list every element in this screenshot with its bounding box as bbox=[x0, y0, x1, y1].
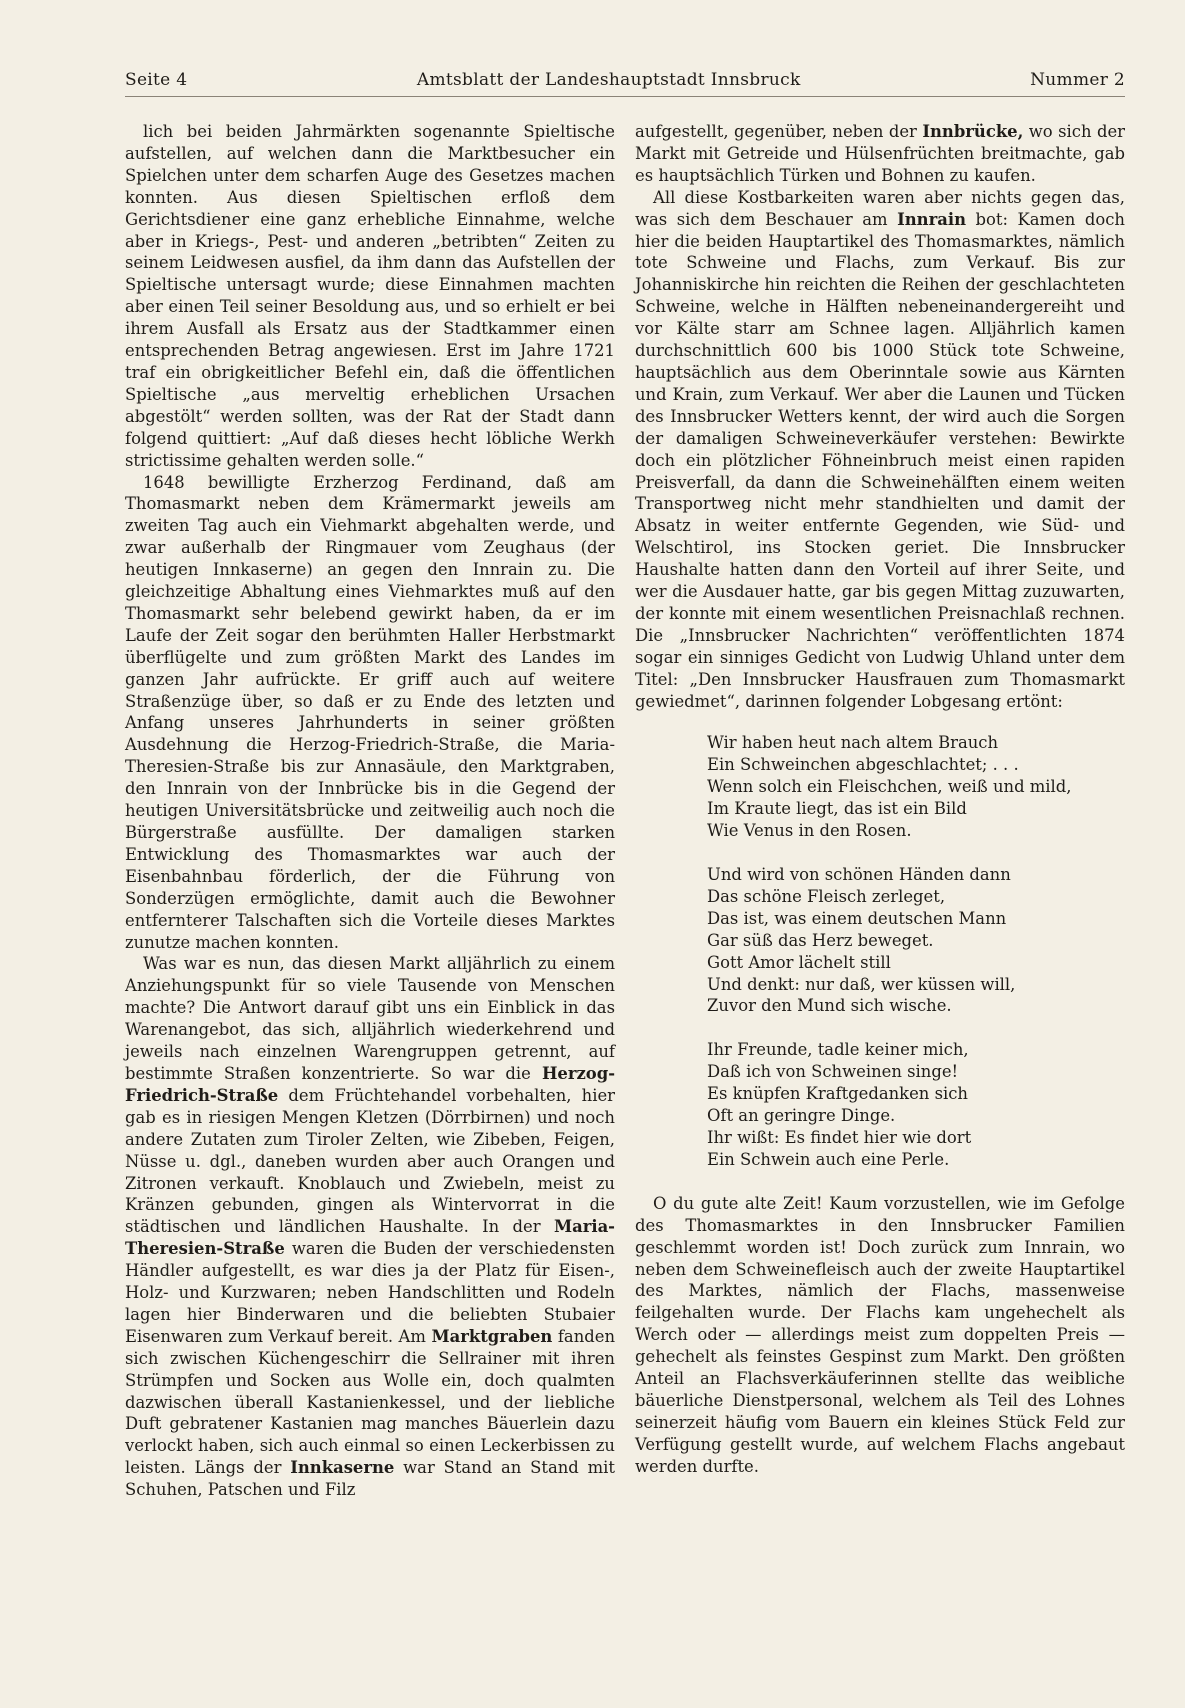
paragraph-text: waren die Buden der verschiedensten Händler aufgestellt, es war dies ja der Platz für Eisen-, Holz- und Kurzwaren; neben Handschlitten und Rodeln lagen hier Binderwaren und die beliebten Stubaier Eisenwaren zum Verkauf bereit. Am bbox=[125, 1239, 615, 1346]
publication-title: Amtsblatt der Landeshauptstadt Innsbruck bbox=[416, 70, 801, 90]
paragraph bbox=[125, 472, 615, 954]
paragraph-text: wo sich der Markt mit Getreide und Hülsenfrüchten breitmachte, gab es hauptsächlich Türken und Bohnen zu kaufen. bbox=[635, 122, 1125, 185]
emphasized-street-name: Marktgraben bbox=[431, 1326, 553, 1346]
poem-line: Ihr wißt: Es findet hier wie dort bbox=[707, 1127, 972, 1147]
paragraph-text: aufgestellt, gegenüber, neben der bbox=[635, 122, 923, 141]
paragraph bbox=[125, 953, 615, 1501]
right-column bbox=[635, 121, 1125, 1501]
paragraph-text: Was war es nun, das diesen Markt alljährlich zu einem Anziehungspunkt für so viele Tausende von Menschen machte? Die Antwort darauf gibt uns ein Einblick in das Warenangebot, das sich, alljährlich wiederkehrend und jeweils nach einzelnen Warengruppen getrennt, auf bestimmte Straßen konzentrierte. So war die bbox=[125, 954, 615, 1083]
poem-stanza bbox=[707, 732, 1125, 842]
right-column-text-top bbox=[635, 121, 1125, 712]
article-body bbox=[125, 121, 1125, 1501]
poem-line: Wie Venus in den Rosen. bbox=[707, 821, 912, 841]
paragraph-text: O du gute alte Zeit! Kaum vorzustellen, wie im Gefolge des Thomasmarktes in den Innsbrucker Familien geschlemmt worden ist! Doch zurück zum Innrain, wo neben dem Schweinefleisch auch der zweite Hauptartikel des Marktes, nämlich der Flachs, massenweise feilgehalten wurde. Der Flachs kam ungehechelt als Werch oder — allerdings meist zum doppelten Preis — gehechelt als feinstes Gespinst zum Markt. Den größten Anteil an Flachsverkäuferinnen stellte das weibliche bäuerliche Dienstpersonal, welchem als Teil des Lohnes seinerzeit häufig vom Bauern ein kleines Stück Feld zur Verfügung gestellt wurde, auf welchem Flachs angebaut werden durfte. bbox=[635, 1193, 1125, 1476]
paragraph bbox=[635, 121, 1125, 187]
paragraph-text: fanden sich zwischen Küchengeschirr die Sellrainer mit ihren Strümpfen und Socken aus Wolle ein, doch qualmten dazwischen überall Kastanienkessel, und der liebliche Duft gebratener Kastanien mag manches Bäuerlein dazu verlockt haben, sich auch einmal so einen Leckerbissen zu leisten. Längs der bbox=[125, 1326, 615, 1478]
poem-line: Das schöne Fleisch zerleget, bbox=[707, 886, 946, 906]
poem-line: Gott Amor lächelt still bbox=[707, 952, 891, 972]
poem-line: Wenn solch ein Fleischchen, weiß und mild, bbox=[707, 777, 1072, 797]
poem-line: Und denkt: nur daß, wer küssen will, bbox=[707, 974, 1016, 994]
emphasized-street-name: Herzog-Friedrich-Straße bbox=[125, 1063, 615, 1105]
page-header bbox=[125, 70, 1125, 97]
issue-number: Nummer 2 bbox=[1030, 70, 1125, 90]
emphasized-street-name: Maria-Theresien-Straße bbox=[125, 1217, 615, 1259]
poem-stanza bbox=[707, 864, 1125, 1017]
poem-line: Es knüpfen Kraftgedanken sich bbox=[707, 1084, 968, 1104]
paragraph bbox=[635, 1193, 1125, 1478]
right-column-text-bottom bbox=[635, 1193, 1125, 1478]
poem-line: Ihr Freunde, tadle keiner mich, bbox=[707, 1040, 969, 1060]
poem-line: Daß ich von Schweinen singe! bbox=[707, 1062, 959, 1082]
poem-line: Im Kraute liegt, das ist ein Bild bbox=[707, 799, 967, 819]
poem-line: Gar süß das Herz beweget. bbox=[707, 930, 934, 950]
left-column bbox=[125, 121, 615, 1501]
page-number: Seite 4 bbox=[125, 70, 188, 90]
paragraph-text: dem Früchtehandel vorbehalten, hier gab es in riesigen Mengen Kletzen (Dörrbirnen) und noch andere Zutaten zum Tiroler Zelten, wie Zibeben, Feigen, Nüsse u. dgl., daneben wurden aber auch Orangen und Zitronen verkauft. Knoblauch und Zwiebeln, meist zu Kränzen gebunden, gingen als Wintervorrat in die städtischen und ländlichen Haushalte. In der bbox=[125, 1085, 615, 1237]
poem-line: Wir haben heut nach altem Brauch bbox=[707, 733, 999, 753]
poem-line: Ein Schwein auch eine Perle. bbox=[707, 1149, 950, 1169]
poem-line: Und wird von schönen Händen dann bbox=[707, 865, 1011, 884]
paragraph bbox=[635, 187, 1125, 713]
paragraph-text: bot: Kamen doch hier die beiden Hauptartikel des Thomasmarktes, nämlich tote Schweine und Flachs, zum Verkauf. Bis zur Johanniskirche hin reichten die Reihen der geschlachteten Schweine, welche in Hälften nebeneinandergereiht und vor Kälte starr am Schnee lagen. Alljährlich kamen durchschnittlich 600 bis 1000 Stück tote Schweine, hauptsächlich aus dem Oberinntale sowie aus Kärnten und Krain, zum Verkauf. Wer aber die Launen und Tücken des Innsbrucker Wetters kennt, der wird auch die Sorgen der damaligen Schweineverkäufer verstehen: Bewirkte doch ein plötzlicher Föhneinbruch meist einen rapiden Preisverfall, da dann die Schweinehälften einem weiten Transportweg nicht mehr standhielten und damit der Absatz in weiter entfernte Gegenden, wie Süd- und Welschtirol, ins Stocken geriet. Die Innsbrucker Haushalte hatten dann den Vorteil auf ihrer Seite, und wer die Ausdauer hatte, gar bis gegen Mittag zuzuwarten, der konnte mit einem wesentlichen Preisnachlaß rechnen. Die „Innsbrucker Nachrichten“ veröffentlichten 1874 sogar ein sinniges Gedicht von Ludwig Uhland unter dem Titel: „Den Innsbrucker Hausfrauen zum Thomasmarkt gewiedmet“, darinnen folgender Lobgesang ertönt: bbox=[635, 209, 1125, 711]
emphasized-street-name: Innbrücke, bbox=[922, 122, 1024, 141]
emphasized-street-name: Innrain bbox=[897, 209, 966, 229]
paragraph-text: lich bei beiden Jahrmärkten sogenannte Spieltische aufstellen, auf welchen dann die Marktbesucher ein Spielchen unter dem scharfen Auge des Gesetzes machen konnten. Aus diesen Spieltischen erfloß dem Gerichtsdiener eine ganz erhebliche Einnahme, welche aber in Kriegs-, Pest- und anderen „betribten“ Zeiten zu seinem Leidwesen ausfiel, da ihm dann das Aufstellen der Spieltische untersagt wurde; diese Einnahmen machten aber einen Teil seiner Besoldung aus, und so erhielt er bei ihrem Ausfall als Ersatz aus der Stadtkammer einen entsprechenden Betrag angewiesen. Erst im Jahre 1721 traf ein obrigkeitlicher Befehl ein, daß die öffentlichen Spieltische „aus merveltig erheblichen Ursachen abgestölt“ werden sollten, was der Rat der Stadt dann folgend quittiert: „Auf daß dieses hecht löbliche Werkh strictissime gehalten werden solle.“ bbox=[125, 122, 615, 470]
poem-line: Zuvor den Mund sich wische. bbox=[707, 996, 952, 1016]
poem-line: Das ist, was einem deutschen Mann bbox=[707, 908, 1007, 928]
paragraph bbox=[125, 121, 615, 472]
poem-line: Ein Schweinchen abgeschlachtet; . . . bbox=[707, 755, 1019, 775]
emphasized-street-name: Innkaserne bbox=[290, 1458, 395, 1478]
poem-line: Oft an geringre Dinge. bbox=[707, 1106, 896, 1126]
paragraph-text: 1648 bewilligte Erzherzog Ferdinand, daß am Thomasmarkt neben dem Krämermarkt jeweils am zweiten Tag auch ein Viehmarkt abgehalten werde, und zwar außerhalb der Ringmauer vom Zeughaus (der heutigen Innkaserne) an gegen den Innrain zu. Die gleichzeitige Abhaltung eines Viehmarktes muß auf den Thomasmarkt sehr belebend gewirkt haben, da er im Laufe der Zeit sogar den berühmten Haller Herbstmarkt überflügelte und zum größten Markt des Landes im ganzen Jahr aufrückte. Er griff auch auf weitere Straßenzüge über, so daß er zu Ende des letzten und Anfang unseres Jahrhunderts in seiner größten Ausdehnung die Herzog-Friedrich-Straße, die Maria-Theresien-Straße bis zur Annasäule, den Marktgraben, den Innrain von der Innbrücke bis in die Gegend der heutigen Universitätsbrücke und zeitweilig auch noch die Bürgerstraße ausfüllte. Der damaligen starken Entwicklung des Thomasmarktes war auch der Eisenbahnbau förderlich, der die Führung von Sonderzügen ermöglichte, damit auch die Bewohner entfernterer Talschaften sich die Vorteile dieses Marktes zunutze machen konnten. bbox=[125, 472, 615, 952]
poem bbox=[707, 732, 1125, 1170]
paragraph-text: All diese Kostbarkeiten waren aber nichts gegen das, was sich dem Beschauer am bbox=[635, 187, 1125, 229]
poem-stanza bbox=[707, 1039, 1125, 1170]
paragraph-text: war Stand an Stand mit Schuhen, Patschen und Filz bbox=[125, 1458, 615, 1500]
